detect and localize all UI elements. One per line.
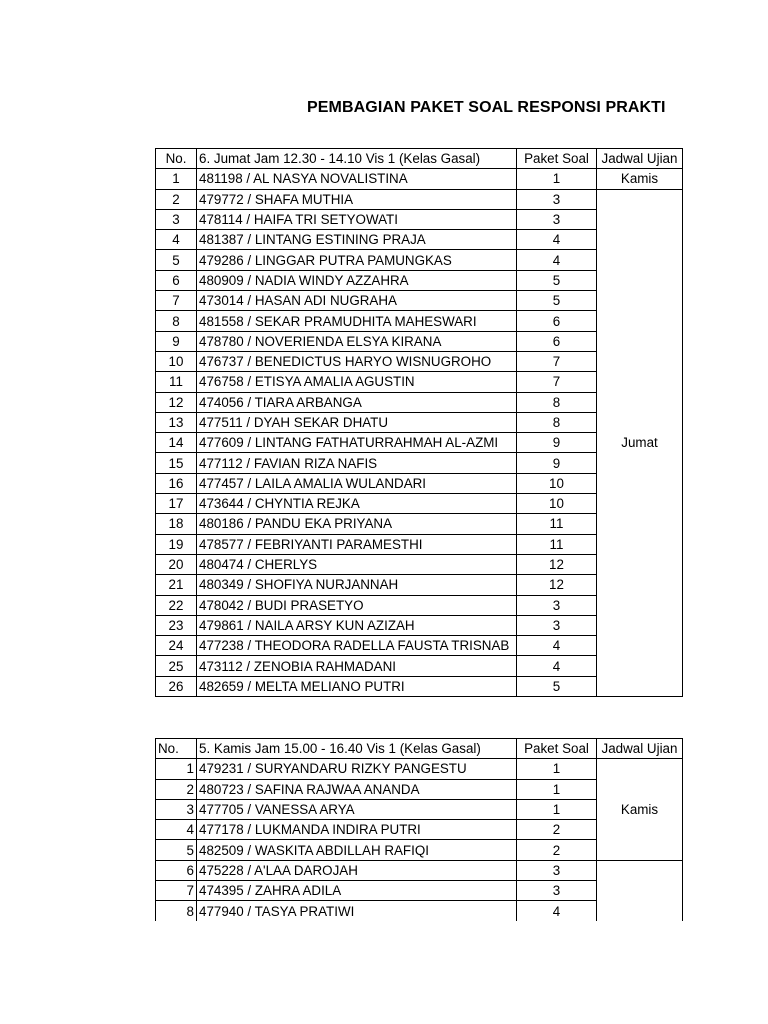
row-name: 473014 / HASAN ADI NUGRAHA [197,291,517,311]
row-name: 480723 / SAFINA RAJWAA ANANDA [197,779,517,799]
row-no: 3 [156,209,197,229]
row-name: 476737 / BENEDICTUS HARYO WISNUGROHO [197,351,517,371]
table-header-row [156,149,683,169]
row-no: 19 [156,534,197,554]
row-paket: 11 [517,514,597,534]
row-name: 477705 / VANESSA ARYA [197,799,517,819]
row-no: 16 [156,473,197,493]
row-no: 6 [156,860,197,880]
row-no: 8 [156,901,197,921]
row-name: 475228 / A'LAA DAROJAH [197,860,517,880]
table-row [156,759,683,779]
row-name: 476758 / ETISYA AMALIA AGUSTIN [197,372,517,392]
row-paket: 4 [517,636,597,656]
row-no: 22 [156,595,197,615]
table-row [156,189,683,209]
row-no: 7 [156,291,197,311]
row-name: 477457 / LAILA AMALIA WULANDARI [197,473,517,493]
row-paket: 9 [517,433,597,453]
row-name: 480186 / PANDU EKA PRIYANA [197,514,517,534]
row-no: 4 [156,820,197,840]
row-no: 5 [156,840,197,860]
row-no: 8 [156,311,197,331]
row-no: 23 [156,615,197,635]
row-name: 479286 / LINGGAR PUTRA PAMUNGKAS [197,250,517,270]
row-paket: 1 [517,169,597,189]
row-name: 480349 / SHOFIYA NURJANNAH [197,575,517,595]
row-paket: 5 [517,291,597,311]
row-jadwal-merged: Kamis [597,759,683,860]
row-name: 481387 / LINTANG ESTINING PRAJA [197,230,517,250]
row-no: 15 [156,453,197,473]
header-no: No. [156,739,197,759]
row-name: 473112 / ZENOBIA RAHMADANI [197,656,517,676]
row-name: 478042 / BUDI PRASETYO [197,595,517,615]
row-name: 478114 / HAIFA TRI SETYOWATI [197,209,517,229]
row-name: 474395 / ZAHRA ADILA [197,881,517,901]
row-paket: 6 [517,311,597,331]
row-name: 473644 / CHYNTIA REJKA [197,494,517,514]
row-name: 479772 / SHAFA MUTHIA [197,189,517,209]
row-name: 482509 / WASKITA ABDILLAH RAFIQI [197,840,517,860]
row-no: 2 [156,189,197,209]
row-name: 480474 / CHERLYS [197,554,517,574]
row-paket: 10 [517,494,597,514]
schedule-table-jumat [155,148,683,697]
row-paket: 2 [517,840,597,860]
row-paket: 3 [517,615,597,635]
row-name: 477940 / TASYA PRATIWI [197,901,517,921]
row-name: 478577 / FEBRIYANTI PARAMESTHI [197,534,517,554]
row-jadwal-merged [597,860,683,921]
row-name: 481198 / AL NASYA NOVALISTINA [197,169,517,189]
row-no: 9 [156,331,197,351]
row-paket: 4 [517,901,597,921]
row-paket: 5 [517,676,597,696]
row-paket: 12 [517,554,597,574]
row-paket: 5 [517,270,597,290]
row-no: 20 [156,554,197,574]
row-name: 477238 / THEODORA RADELLA FAUSTA TRISNAB [197,636,517,656]
row-no: 11 [156,372,197,392]
row-no: 25 [156,656,197,676]
row-paket: 4 [517,230,597,250]
row-paket: 3 [517,189,597,209]
table-row [156,860,683,880]
row-no: 21 [156,575,197,595]
row-paket: 3 [517,860,597,880]
row-paket: 2 [517,820,597,840]
row-name: 482659 / MELTA MELIANO PUTRI [197,676,517,696]
row-paket: 12 [517,575,597,595]
row-name: 479231 / SURYANDARU RIZKY PANGESTU [197,759,517,779]
row-no: 17 [156,494,197,514]
row-name: 474056 / TIARA ARBANGA [197,392,517,412]
row-no: 14 [156,433,197,453]
row-paket: 9 [517,453,597,473]
header-paket: Paket Soal [517,149,597,169]
header-group: 6. Jumat Jam 12.30 - 14.10 Vis 1 (Kelas Gasal) [197,149,517,169]
row-paket: 6 [517,331,597,351]
row-no: 26 [156,676,197,696]
row-no: 4 [156,230,197,250]
row-paket: 7 [517,351,597,371]
row-jadwal-merged: Jumat [597,189,683,696]
row-paket: 1 [517,799,597,819]
row-paket: 8 [517,412,597,432]
header-group: 5. Kamis Jam 15.00 - 16.40 Vis 1 (Kelas Gasal) [197,739,517,759]
row-no: 7 [156,881,197,901]
header-jadwal: Jadwal Ujian [597,739,683,759]
row-no: 3 [156,799,197,819]
schedule-table-kamis [155,738,683,921]
row-no: 5 [156,250,197,270]
row-paket: 10 [517,473,597,493]
row-no: 2 [156,779,197,799]
row-paket: 1 [517,779,597,799]
row-name: 477112 / FAVIAN RIZA NAFIS [197,453,517,473]
row-no: 10 [156,351,197,371]
row-paket: 11 [517,534,597,554]
table-header-row [156,739,683,759]
row-name: 477609 / LINTANG FATHATURRAHMAH AL-AZMI [197,433,517,453]
row-paket: 3 [517,881,597,901]
row-jadwal: Kamis [597,169,683,189]
row-name: 479861 / NAILA ARSY KUN AZIZAH [197,615,517,635]
row-paket: 7 [517,372,597,392]
page-title: PEMBAGIAN PAKET SOAL RESPONSI PRAKTI [307,99,666,116]
row-no: 1 [156,169,197,189]
row-no: 12 [156,392,197,412]
row-paket: 4 [517,656,597,676]
table-row [156,169,683,189]
row-paket: 8 [517,392,597,412]
table2-viewport [150,730,710,921]
row-name: 481558 / SEKAR PRAMUDHITA MAHESWARI [197,311,517,331]
header-no: No. [156,149,197,169]
row-no: 1 [156,759,197,779]
row-name: 477178 / LUKMANDA INDIRA PUTRI [197,820,517,840]
row-name: 477511 / DYAH SEKAR DHATU [197,412,517,432]
row-paket: 4 [517,250,597,270]
row-name: 480909 / NADIA WINDY AZZAHRA [197,270,517,290]
row-no: 18 [156,514,197,534]
row-name: 478780 / NOVERIENDA ELSYA KIRANA [197,331,517,351]
row-no: 6 [156,270,197,290]
header-paket: Paket Soal [517,739,597,759]
row-paket: 3 [517,595,597,615]
row-no: 24 [156,636,197,656]
row-paket: 3 [517,209,597,229]
header-jadwal: Jadwal Ujian [597,149,683,169]
row-no: 13 [156,412,197,432]
row-paket: 1 [517,759,597,779]
